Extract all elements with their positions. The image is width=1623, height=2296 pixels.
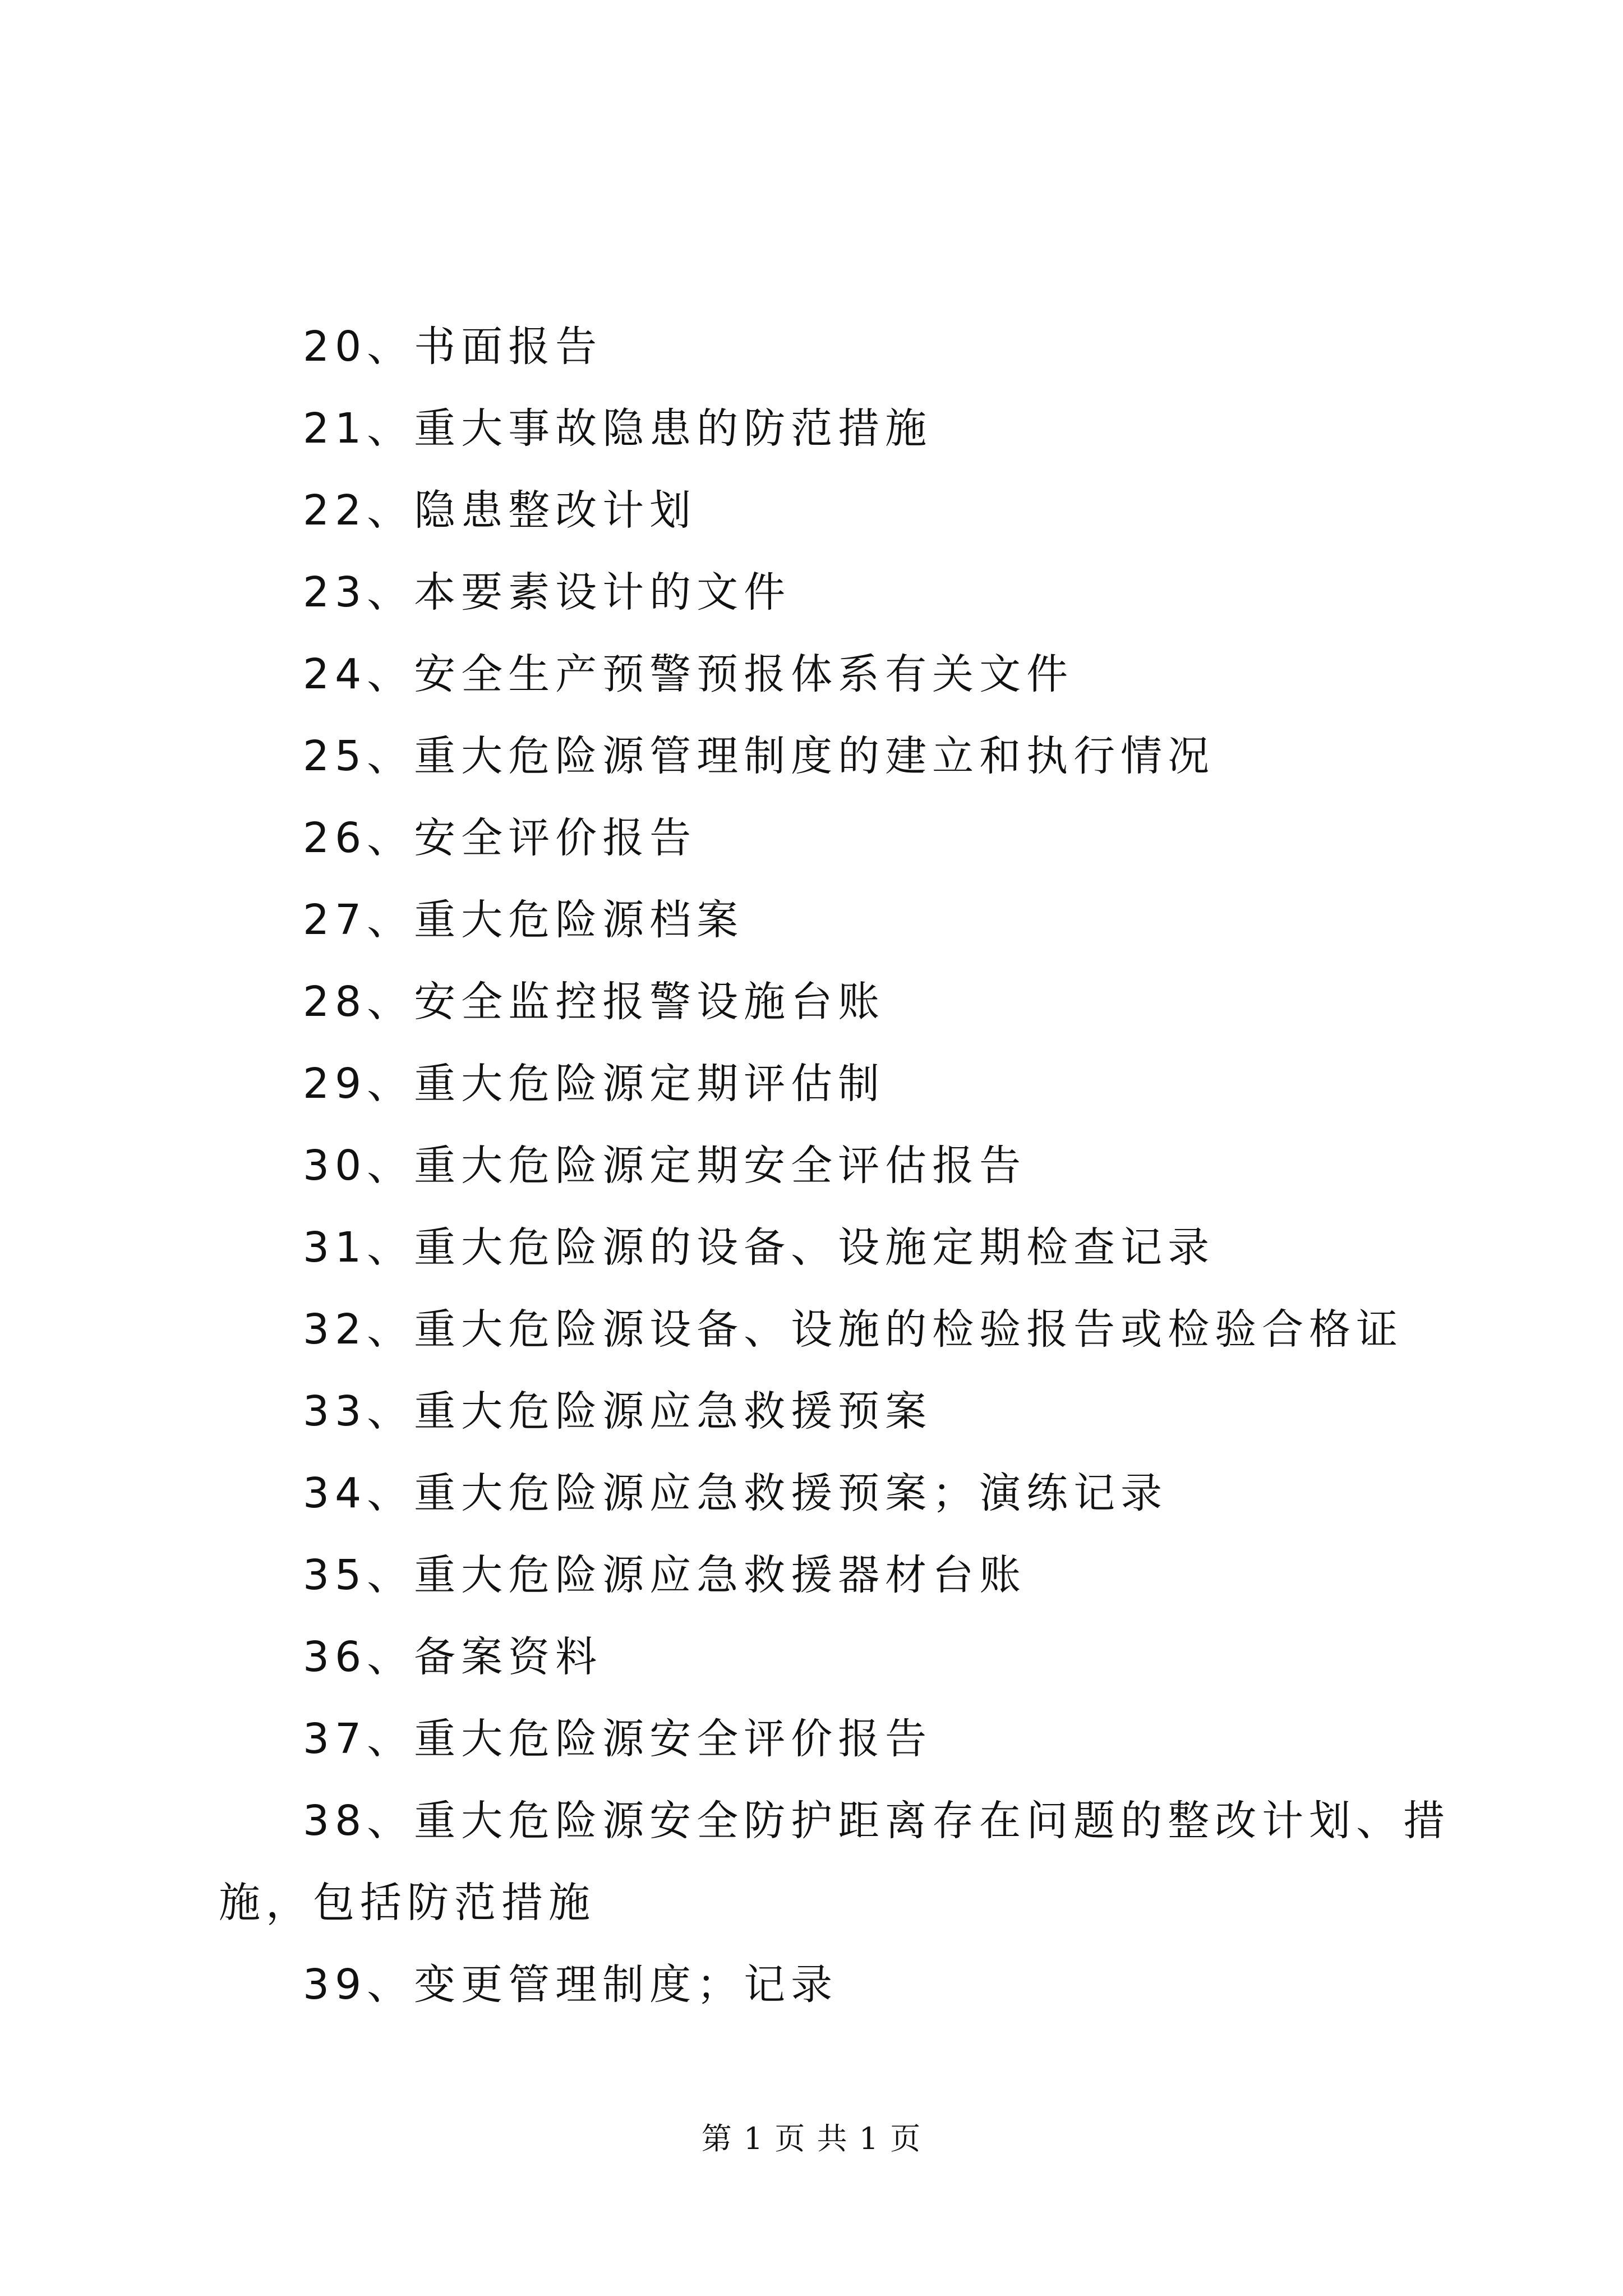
list-item: 22、隐患整改计划 — [303, 486, 697, 535]
list-item: 29、重大危险源定期评估制 — [303, 1060, 886, 1108]
list-item: 39、变更管理制度；记录 — [303, 1961, 838, 2009]
list-item: 21、重大事故隐患的防范措施 — [303, 404, 933, 453]
list-item: 26、安全评价报告 — [303, 814, 697, 862]
list-item: 33、重大危险源应急救援预案 — [303, 1387, 933, 1435]
list-item: 30、重大危险源定期安全评估报告 — [303, 1142, 1027, 1190]
list-item: 25、重大危险源管理制度的建立和执行情况 — [303, 732, 1215, 780]
list-item: 37、重大危险源安全评价报告 — [303, 1715, 933, 1763]
list-item: 38、重大危险源安全防护距离存在问题的整改计划、措施，包括防范措施 — [219, 1797, 1451, 1927]
page-number-footer: 第 1 页 共 1 页 — [701, 2121, 922, 2156]
list-item: 32、重大危险源设备、设施的检验报告或检验合格证 — [303, 1305, 1404, 1354]
item-list — [0, 306, 1623, 2026]
list-item: 23、本要素设计的文件 — [303, 568, 791, 616]
list-item: 28、安全监控报警设施台账 — [303, 978, 886, 1026]
list-item: 24、安全生产预警预报体系有关文件 — [303, 650, 1074, 698]
list-item: 34、重大危险源应急救援预案；演练记录 — [303, 1469, 1168, 1517]
list-item: 31、重大危险源的设备、设施定期检查记录 — [303, 1223, 1215, 1272]
list-item: 35、重大危险源应急救援器材台账 — [303, 1551, 1027, 1599]
list-item: 20、书面报告 — [303, 323, 603, 371]
list-item: 27、重大危险源档案 — [303, 896, 744, 944]
list-item: 36、备案资料 — [303, 1633, 603, 1681]
